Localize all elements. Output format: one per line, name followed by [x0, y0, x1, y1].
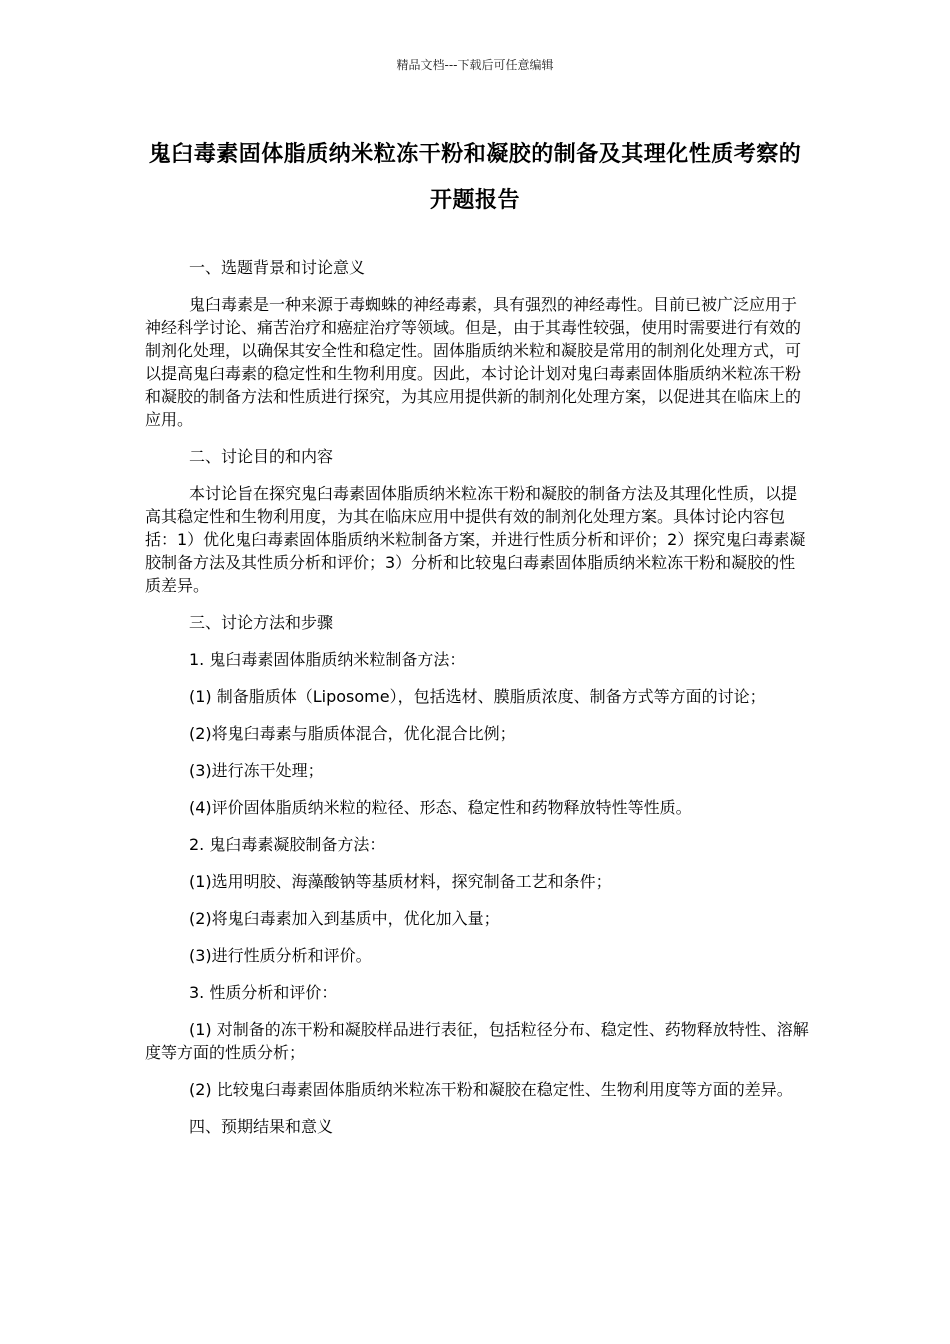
- list-heading: 1. 鬼臼毒素固体脂质纳米粒制备方法：: [189, 650, 466, 669]
- page-header: 精品文档---下载后可任意编辑: [396, 58, 554, 72]
- list-item: (2) 比较鬼臼毒素固体脂质纳米粒冻干粉和凝胶在稳定性、生物利用度等方面的差异。: [189, 1080, 793, 1099]
- section-heading-3: 三、讨论方法和步骤: [189, 613, 334, 632]
- document-body: [145, 256, 810, 1152]
- document-title: 鬼臼毒素固体脂质纳米粒冻干粉和凝胶的制备及其理化性质考察的开题报告: [148, 142, 802, 213]
- list-item: (1) 对制备的冻干粉和凝胶样品进行表征，包括粒径分布、稳定性、药物释放特性、溶解度等方面的性质分析；: [145, 1020, 809, 1062]
- list-item: (3)进行冻干处理；: [189, 761, 324, 780]
- paragraph: 鬼臼毒素是一种来源于毒蜘蛛的神经毒素，具有强烈的神经毒性。目前已被广泛应用于神经科学讨论、痛苦治疗和癌症治疗等领域。但是，由于其毒性较强，使用时需要进行有效的制剂化处理，以确保其安全性和稳定性。固体脂质纳米粒和凝胶是常用的制剂化处理方式，可以提高鬼臼毒素的稳定性和生物利用度。因此，本讨论计划对鬼臼毒素固体脂质纳米粒冻干粉和凝胶的制备方法和性质进行探究，为其应用提供新的制剂化处理方案，以促进其在临床上的应用。: [145, 295, 802, 429]
- section-heading-1: 一、选题背景和讨论意义: [189, 258, 366, 277]
- list-heading: 3. 性质分析和评价：: [189, 983, 338, 1002]
- list-item: (3)进行性质分析和评价。: [189, 946, 372, 965]
- list-item: (4)评价固体脂质纳米粒的粒径、形态、稳定性和药物释放特性等性质。: [189, 798, 692, 817]
- list-item: (2)将鬼臼毒素加入到基质中，优化加入量；: [189, 909, 500, 928]
- list-item: (2)将鬼臼毒素与脂质体混合，优化混合比例；: [189, 724, 516, 743]
- section-heading-4: 四、预期结果和意义: [189, 1117, 334, 1136]
- list-item: (1)选用明胶、海藻酸钠等基质材料，探究制备工艺和条件；: [189, 872, 612, 891]
- paragraph: 本讨论旨在探究鬼臼毒素固体脂质纳米粒冻干粉和凝胶的制备方法及其理化性质，以提高其稳定性和生物利用度，为其在临床应用中提供有效的制剂化处理方案。具体讨论内容包括：1）优化鬼臼毒素固体脂质纳米粒制备方案，并进行性质分析和评价；2）探究鬼臼毒素凝胶制备方法及其性质分析和评价；3）分析和比较鬼臼毒素固体脂质纳米粒冻干粉和凝胶的性质差异。: [145, 484, 806, 595]
- section-heading-2: 二、讨论目的和内容: [189, 447, 334, 466]
- list-heading: 2. 鬼臼毒素凝胶制备方法：: [189, 835, 386, 854]
- list-item: (1) 制备脂质体（Liposome），包括选材、膜脂质浓度、制备方式等方面的讨论；: [189, 687, 766, 706]
